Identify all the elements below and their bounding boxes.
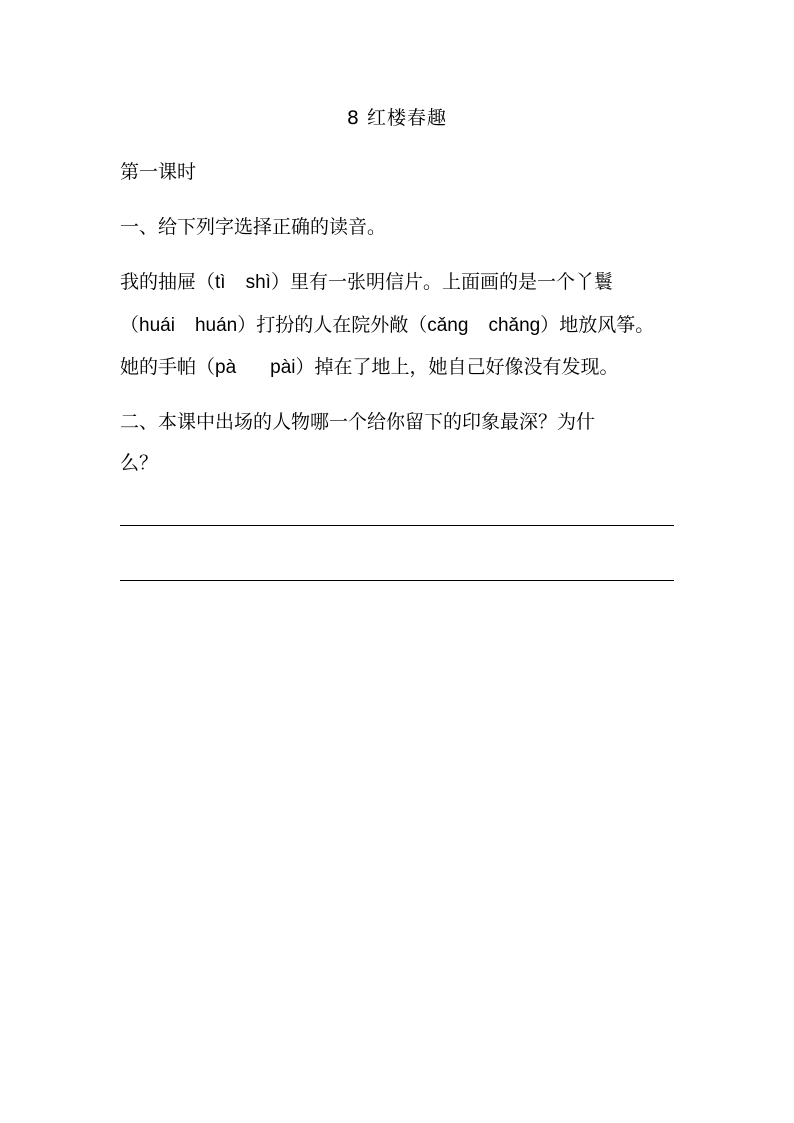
pinyin-option: huán xyxy=(194,315,238,336)
answer-line-2[interactable] xyxy=(120,580,674,581)
pinyin-option: pà xyxy=(215,357,237,378)
pinyin-option: huái xyxy=(139,315,175,336)
pinyin-option: pài xyxy=(270,357,296,378)
question-2-line-2: 么？ xyxy=(120,452,159,474)
sentence-text: ）里有一张明信片。上面画的是一个丫鬟 xyxy=(270,271,613,293)
answer-line-1[interactable] xyxy=(120,525,674,526)
question-1-sentence-2 xyxy=(120,311,680,340)
question-2-line-1: 二、本课中出场的人物哪一个给你留下的印象最深？为什 xyxy=(120,411,596,433)
sentence-text: 她的手帕（ xyxy=(120,356,216,378)
sentence-text: ）打扮的人在院外敞（ xyxy=(237,314,428,336)
sentence-text: 我的抽屉（ xyxy=(120,271,216,293)
sentence-text: ）地放风筝。 xyxy=(540,314,655,336)
pinyin-option: shì xyxy=(245,272,271,293)
pinyin-option: tì xyxy=(215,272,226,293)
sentence-text: （ xyxy=(120,314,140,336)
question-1-heading: 一、给下列字选择正确的读音。 xyxy=(120,216,387,238)
sentence-text: ）掉在了地上，她自己好像没有发现。 xyxy=(295,356,619,378)
question-1-sentence-3 xyxy=(120,353,680,382)
lesson-title: 8 红楼春趣 xyxy=(346,107,448,129)
pinyin-option: chǎng xyxy=(488,315,541,336)
pinyin-option: cǎng xyxy=(427,315,469,336)
question-1-sentence-1 xyxy=(120,268,680,297)
lesson-period: 第一课时 xyxy=(120,161,197,183)
